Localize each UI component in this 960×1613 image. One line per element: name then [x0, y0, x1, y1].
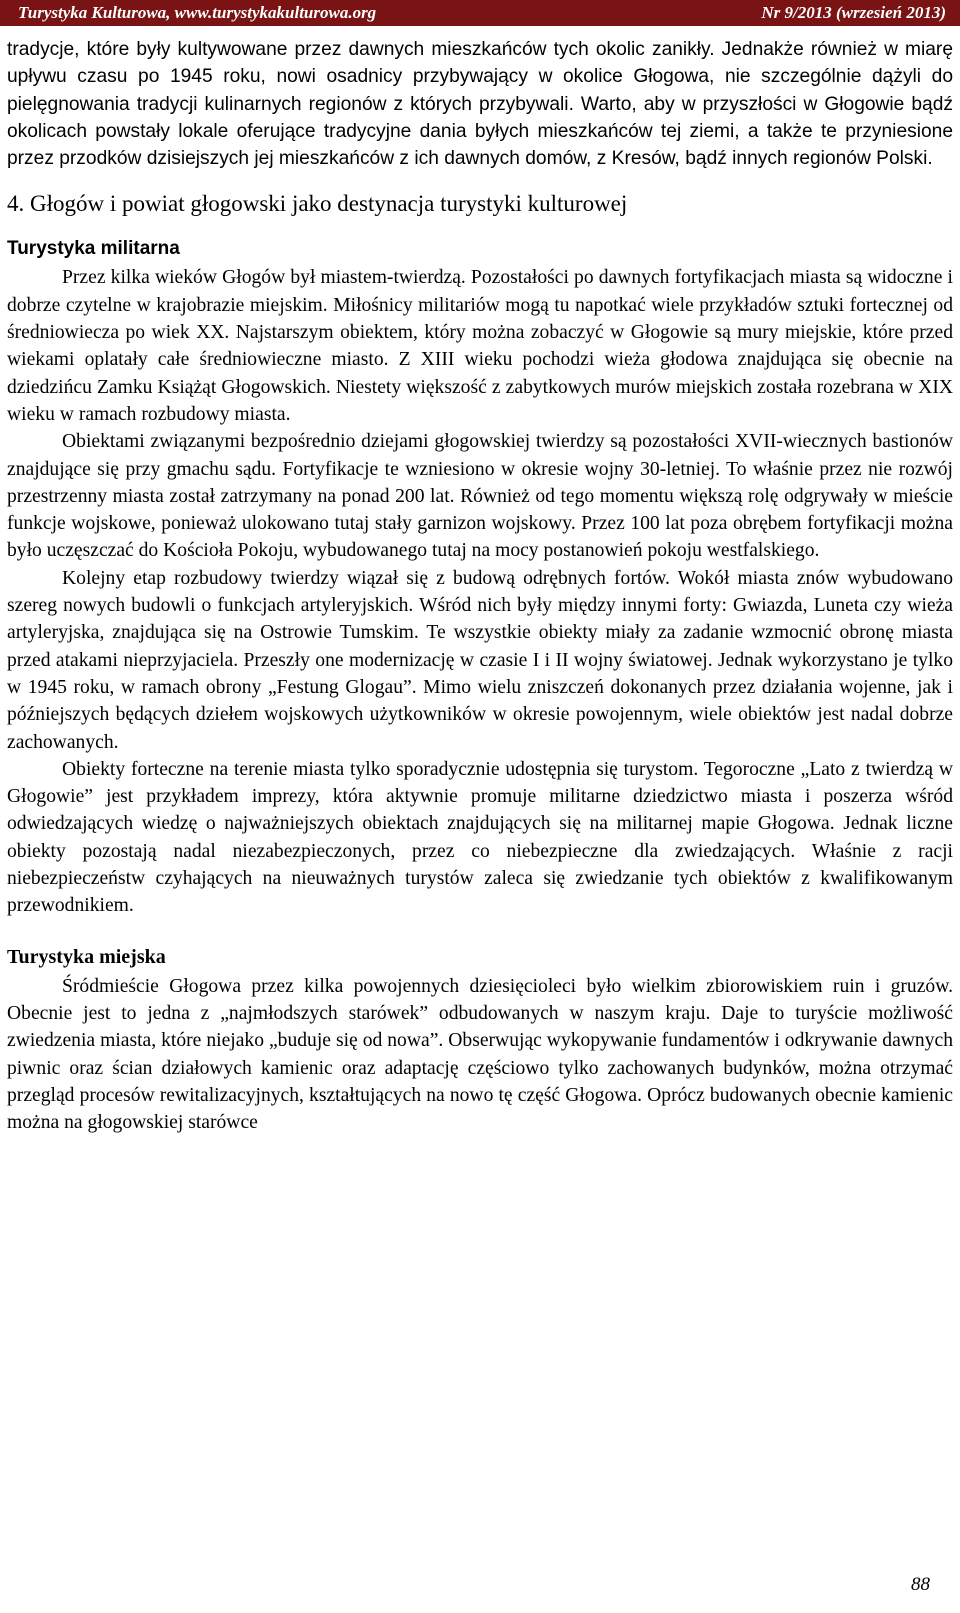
running-header [0, 0, 960, 26]
military-paragraph-2: Obiektami związanymi bezpośrednio dziejami głogowskiej twierdzy są pozostałości XVII-wiecznych bastionów znajdujące się przy gmachu sądu. Fortyfikacje te wzniesiono w okresie wojny 30-letniej. To właśnie przez nie rozwój przestrzenny miasta został zatrzymany na ponad 200 lat. Również od tego momentu większą rolę odgrywały w mieście funkcje wojskowe, ponieważ ulokowano tutaj stały garnizon wojskowy. Przez 100 lat poza obrębem fortyfikacji można było uczęszczać do Kościoła Pokoju, wybudowanego tutaj na mocy postanowień pokoju westfalskiego. [7, 431, 953, 562]
page-number: 88 [911, 1574, 930, 1595]
issue-number: Nr 9/2013 (wrzesień 2013) [761, 3, 946, 22]
subheading-military: Turystyka militarna [7, 238, 180, 260]
city-paragraph-1: Śródmieście Głogowa przez kilka powojennych dziesięcioleci było wielkim zbiorowiskiem ruin i gruzów. Obecnie jest to jedna z „najmłodszych starówek” odbudowanych w naszym kraju. Daje to turyście możliwość zwiedzenia miasta, które niejako „buduje się od nowa”. Obserwując wykopywanie fundamentów i odkrywanie dawnych piwnic oraz ścian działowych kamienic oraz adaptację częściowo tylko zachowanych budynków, można otrzymać przegląd procesów rewitalizacyjnych, kształtujących na nowo tę część Głogowa. Oprócz budowanych obecnie kamienic można na głogowskiej starówce [7, 975, 953, 1134]
subheading-city: Turystyka miejska [7, 945, 166, 968]
intro-paragraph: tradycje, które były kultywowane przez dawnych mieszkańców tych okolic zanikły. Jednakże również w miarę upływu czasu po 1945 roku, nowi osadnicy przybywający w okolice Głogowa, nie szczególnie dążyli do pielęgnowania tradycji kulinarnych regionów z których przybywali. Warto, aby w przyszłości w Głogowie bądź okolicach powstały lokale oferujące tradycyjne dania byłych mieszkańców tej ziemi, a także te przyniesione przez przodków dzisiejszych jej mieszkańców z ich dawnych domów, z Kresów, bądź innych regionów Polski. [7, 39, 953, 170]
military-paragraph-1: Przez kilka wieków Głogów był miastem-twierdzą. Pozostałości po dawnych fortyfikacjach miasta są widoczne i dobrze czytelne w krajobrazie miejskim. Miłośnicy militariów mogą tu napotkać wiele przykładów sztuki fortecznej od średniowiecza po wiek XX. Najstarszym obiektem, który można zobaczyć w Głogowie są mury miejskie, które przed wiekami oplatały całe średniowieczne miasto. Z XIII wieku pochodzi wieża głodowa znajdująca się obecnie na dziedzińcu Zamku Książąt Głogowskich. Niestety większość z zabytkowych murów miejskich została rozebrana w XIX wieku w ramach rozbudowy miasta. [7, 267, 953, 425]
military-paragraph-3: Kolejny etap rozbudowy twierdzy wiązał się z budową odrębnych fortów. Wokół miasta znów wybudowano szereg nowych budowli o funkcjach artyleryjskich. Wśród nich były między innymi forty: Gwiazda, Luneta czy wieża artyleryjska, znajdująca się na Ostrowie Tumskim. Te wszystkie obiekty miały za zadanie wzmocnić obronę miasta przed atakami nieprzyjaciela. Przeszły one modernizację w czasie I i II wojny światowej. Jednak wykorzystano je tylko w 1945 roku, w ramach obrony „Festung Glogau”. Mimo wielu zniszczeń dokonanych przez działania wojenne, jak i późniejszych będących dziełem wojskowych użytkowników w okresie powojennym, wiele obiektów jest nadal dobrze zachowanych. [7, 567, 953, 753]
section-heading: 4. Głogów i powiat głogowski jako destynacja turystyki kulturowej [7, 191, 628, 217]
journal-title: Turystyka Kulturowa, www.turystykakulturowa.org [18, 3, 377, 22]
military-paragraph-4: Obiekty forteczne na terenie miasta tylko sporadycznie udostępnia się turystom. Tegoroczne „Lato z twierdzą w Głogowie” jest przykładem imprezy, która aktywnie promuje militarne dziedzictwo miasta i poszerza wśród odwiedzających wiedzę o najważniejszych obiektach znajdujących się na militarnej mapie Głogowa. Jednak liczne obiekty pozostają nadal niezabezpieczonych, przez co niebezpieczne dla zwiedzających. Właśnie z racji niebezpieczeństw czyhających na nieuważnych turystów zaleca się zwiedzanie tych obiektów z kwalifikowanym przewodnikiem. [7, 758, 953, 917]
article-body [7, 36, 953, 1136]
